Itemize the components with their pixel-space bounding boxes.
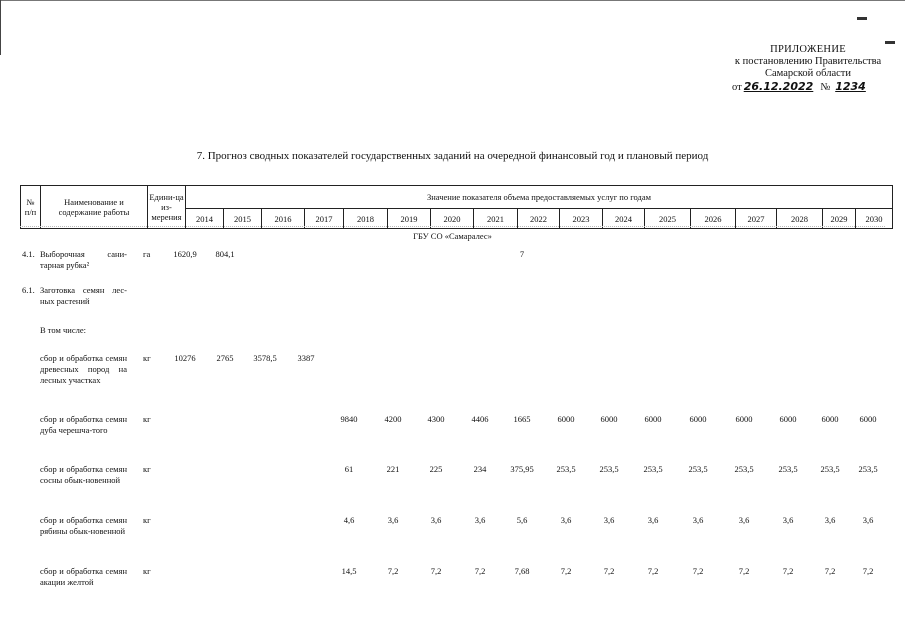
header-values: Значение показателя объема предоставляемых услуг по годам — [186, 186, 893, 209]
row-work-name: Заготовка семян лес-ных растений — [40, 285, 127, 306]
row-value-2018: 14,5 — [341, 566, 357, 576]
appendix-header — [728, 44, 888, 94]
appendix-title: ПРИЛОЖЕНИЕ — [770, 44, 846, 55]
row-work-name: сбор и обработка семян сосны обык-новенной — [40, 464, 127, 485]
row-value-2022: 1665 — [513, 414, 531, 424]
header-year: 2024 — [603, 209, 645, 229]
row-unit: кг — [143, 566, 151, 576]
appendix-line-2: к постановлению Правительства — [734, 56, 882, 67]
row-value-2023: 253,5 — [556, 464, 576, 474]
scan-mark: ▬ — [885, 36, 895, 47]
row-value-2020: 7,2 — [430, 566, 442, 576]
row-unit: га — [143, 249, 151, 259]
row-value-2020: 4300 — [427, 414, 445, 424]
row-value-2021: 7,2 — [474, 566, 486, 576]
row-value-2025: 6000 — [644, 414, 662, 424]
section-title: 7. Прогноз сводных показателей государственных заданий на очередной финансовый год и плановый период — [196, 150, 709, 162]
row-value-2020: 3,6 — [430, 515, 442, 525]
row-value-2021: 3,6 — [474, 515, 486, 525]
scan-top-rule — [0, 0, 905, 1]
decree-number: 1234 — [835, 80, 866, 93]
header-year: 2030 — [856, 209, 893, 229]
row-value-2019: 7,2 — [387, 566, 399, 576]
row-value-2017: 3387 — [297, 353, 315, 363]
row-value-2030: 6000 — [859, 414, 877, 424]
row-value-2028: 253,5 — [778, 464, 798, 474]
row-value-2023: 6000 — [557, 414, 575, 424]
row-value-2019: 3,6 — [387, 515, 399, 525]
row-value-2024: 3,6 — [603, 515, 615, 525]
row-value-2028: 7,2 — [782, 566, 794, 576]
row-value-2014: 10276 — [174, 353, 196, 363]
row-value-2019: 4200 — [384, 414, 402, 424]
row-value-2015: 804,1 — [215, 249, 235, 259]
row-value-2020: 225 — [429, 464, 443, 474]
indicator-table-header — [20, 185, 893, 229]
row-value-2026: 6000 — [689, 414, 707, 424]
row-value-2026: 7,2 — [692, 566, 704, 576]
header-year: 2020 — [431, 209, 474, 229]
header-unit: Едини-ца из-мерения — [148, 186, 186, 229]
scan-left-rule — [0, 0, 1, 55]
row-value-2021: 4406 — [471, 414, 489, 424]
decree-date: 26.12.2022 — [743, 80, 814, 93]
row-value-2022: 7 — [519, 249, 525, 259]
header-name: Наименование и содержание работы — [41, 186, 148, 229]
row-value-2021: 234 — [473, 464, 487, 474]
row-value-2024: 253,5 — [599, 464, 619, 474]
row-value-2022: 375,95 — [510, 464, 534, 474]
row-value-2029: 6000 — [821, 414, 839, 424]
row-unit: кг — [143, 414, 151, 424]
row-value-2023: 3,6 — [560, 515, 572, 525]
row-value-2028: 3,6 — [782, 515, 794, 525]
row-work-name: В том числе: — [40, 325, 86, 335]
header-year: 2023 — [560, 209, 603, 229]
header-year: 2022 — [518, 209, 560, 229]
row-value-2027: 6000 — [735, 414, 753, 424]
header-year: 2027 — [736, 209, 777, 229]
row-value-2018: 61 — [344, 464, 354, 474]
row-value-2029: 3,6 — [824, 515, 836, 525]
row-value-2026: 253,5 — [688, 464, 708, 474]
row-value-2018: 9840 — [340, 414, 358, 424]
row-value-2018: 4,6 — [343, 515, 355, 525]
number-prefix: № — [820, 82, 831, 93]
row-work-name: сбор и обработка семян рябины обык-новенной — [40, 515, 127, 536]
row-unit: кг — [143, 353, 151, 363]
row-work-name: сбор и обработка семян древесных пород на лесных участках — [40, 353, 127, 385]
row-value-2027: 253,5 — [734, 464, 754, 474]
header-year: 2019 — [388, 209, 431, 229]
row-value-2025: 253,5 — [643, 464, 663, 474]
scan-mark: ▬ — [857, 12, 867, 23]
row-value-2030: 253,5 — [858, 464, 878, 474]
row-number: 6.1. — [22, 285, 35, 295]
row-value-2025: 3,6 — [647, 515, 659, 525]
row-work-name: Выборочная сани-тарная рубка² — [40, 249, 127, 270]
row-value-2030: 3,6 — [862, 515, 874, 525]
row-value-2024: 6000 — [600, 414, 618, 424]
header-year: 2014 — [186, 209, 224, 229]
row-value-2027: 7,2 — [738, 566, 750, 576]
header-year: 2028 — [777, 209, 823, 229]
row-value-2016: 3578,5 — [253, 353, 277, 363]
date-prefix: от — [732, 82, 742, 93]
row-value-2022: 5,6 — [516, 515, 528, 525]
organization-name: ГБУ СО «Самаралес» — [413, 231, 492, 241]
header-year: 2025 — [645, 209, 691, 229]
header-year: 2016 — [262, 209, 305, 229]
row-work-name: сбор и обработка семян дуба черешча-того — [40, 414, 127, 435]
row-value-2027: 3,6 — [738, 515, 750, 525]
row-value-2014: 1620,9 — [173, 249, 197, 259]
row-value-2026: 3,6 — [692, 515, 704, 525]
row-value-2023: 7,2 — [560, 566, 572, 576]
header-num: № п/п — [21, 186, 41, 229]
decree-line — [728, 81, 888, 94]
row-value-2030: 7,2 — [862, 566, 874, 576]
row-value-2024: 7,2 — [603, 566, 615, 576]
row-work-name: сбор и обработка семян акации желтой — [40, 566, 127, 587]
row-unit: кг — [143, 515, 151, 525]
row-value-2015: 2765 — [216, 353, 234, 363]
row-value-2025: 7,2 — [647, 566, 659, 576]
appendix-line-3: Самарской области — [765, 68, 851, 79]
row-unit: кг — [143, 464, 151, 474]
dotted-separator — [20, 226, 885, 227]
row-value-2029: 7,2 — [824, 566, 836, 576]
header-year: 2018 — [344, 209, 388, 229]
header-year: 2021 — [474, 209, 518, 229]
row-value-2022: 7,68 — [514, 566, 530, 576]
row-number: 4.1. — [22, 249, 35, 259]
header-year: 2017 — [305, 209, 344, 229]
header-year: 2015 — [224, 209, 262, 229]
header-year: 2026 — [691, 209, 736, 229]
row-value-2028: 6000 — [779, 414, 797, 424]
row-value-2029: 253,5 — [820, 464, 840, 474]
row-value-2019: 221 — [386, 464, 400, 474]
header-year: 2029 — [823, 209, 856, 229]
